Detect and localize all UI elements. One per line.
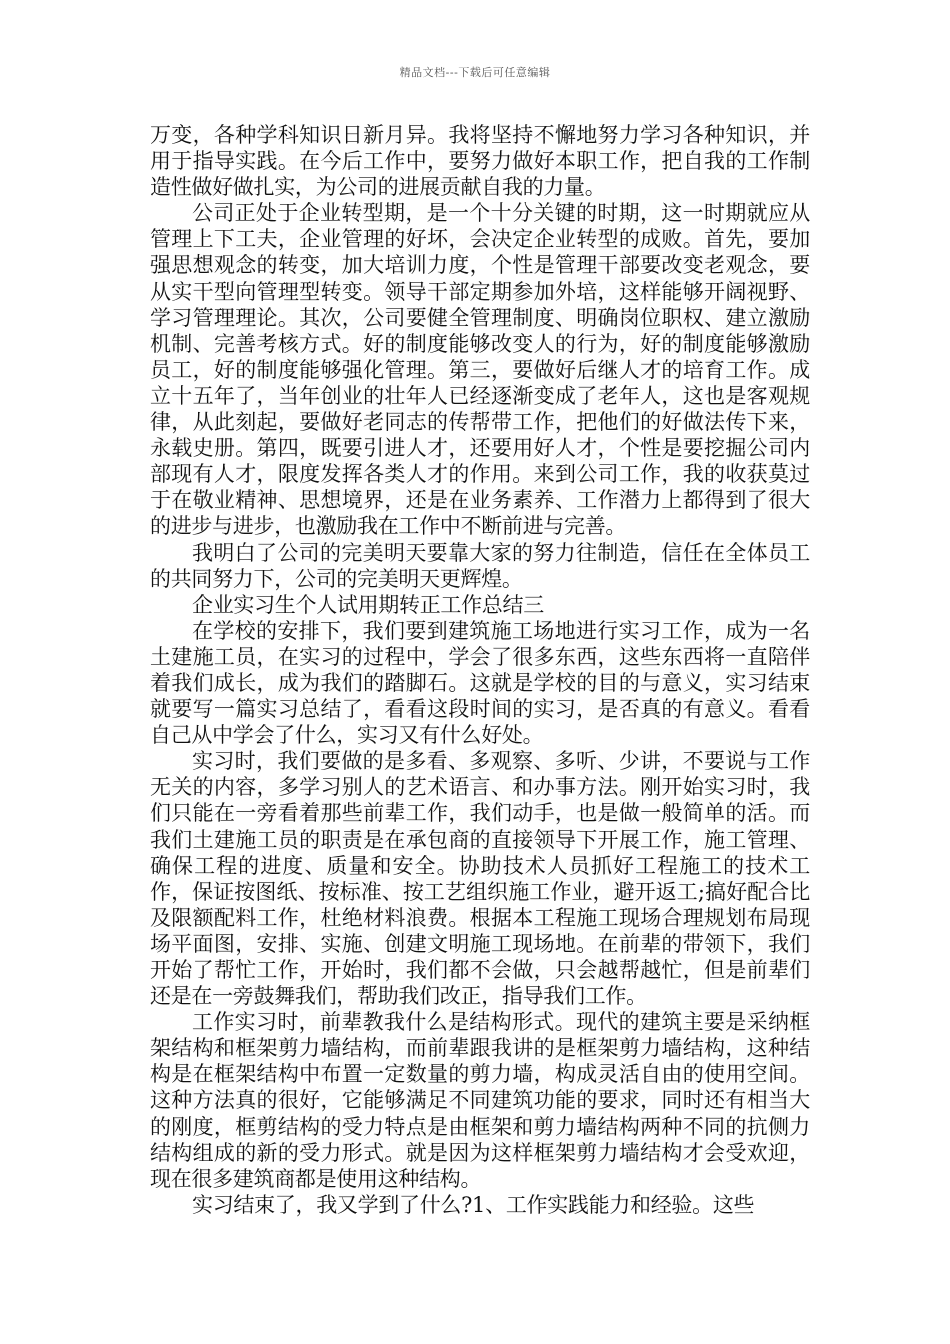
paragraph-8: 实习结束了，我又学到了什么?1、工作实践能力和经验。这些 [192, 1192, 755, 1217]
paragraph-7: 工作实习时，前辈教我什么是结构形式。现代的建筑主要是采纳框架结构和框架剪力墙结构，而前辈跟我讲的是框架剪力墙结构，这种结构是在框架结构中布置一定数量的剪力墙，构成灵活自由的使用空间。这种方法真的很好，它能够满足不同建筑功能的要求，同时还有相当大的刚度，框剪结构的受力特点是由框架和剪力墙结构两种不同的抗侧力结构组成的新的受力形式。就是因为这样框架剪力墙结构才会受欢迎，现在很多建筑商都是使用这种结构。 [150, 1010, 810, 1191]
paragraph-3: 我明白了公司的完美明天要靠大家的努力往制造，信任在全体员工的共同努力下，公司的完美明天更辉煌。 [150, 540, 810, 591]
paragraph-2: 公司正处于企业转型期，是一个十分关键的时期，这一时期就应从管理上下工夫，企业管理的好坏，会决定企业转型的成败。首先，要加强思想观念的转变，加大培训力度，个性是管理干部要改变老观念，要从实干型向管理型转变。领导干部定期参加外培，这样能够开阔视野、学习管理理论。其次，公司要健全管理制度、明确岗位职权、建立激励机制、完善考核方式。好的制度能够改变人的行为，好的制度能够激励员工，好的制度能够强化管理。第三，要做好后继人才的培育工作。成立十五年了，当年创业的壮年人已经逐渐变成了老年人，这也是客观规律，从此刻起，要做好老同志的传帮带工作，把他们的好做法传下来，永载史册。第四，既要引进人才，还要用好人才，个性是要挖掘公司内部现有人才，限度发挥各类人才的作用。来到公司工作，我的收获莫过于在敬业精神、思想境界，还是在业务素养、工作潜力上都得到了很大的进步与进步，也激励我在工作中不断前进与完善。 [150, 201, 810, 539]
page-header: 精品文档---下载后可任意编辑 [399, 66, 551, 79]
paragraph-5: 在学校的安排下，我们要到建筑施工场地进行实习工作，成为一名土建施工员，在实习的过程中，学会了很多东西，这些东西将一直陪伴着我们成长，成为我们的踏脚石。这就是学校的目的与意义，实习结束就要写一篇实习总结了，看看这段时间的实习，是否真的有意义。看看自己从中学会了什么，实习又有什么好处。 [150, 618, 810, 748]
section-heading: 企业实习生个人试用期转正工作总结三 [192, 592, 544, 617]
paragraph-1: 万变，各种学科知识日新月异。我将坚持不懈地努力学习各种知识，并用于指导实践。在今后工作中，要努力做好本职工作，把自我的工作制造性做好做扎实，为公司的进展贡献自我的力量。 [150, 123, 810, 200]
paragraph-6: 实习时，我们要做的是多看、多观察、多听、少讲，不要说与工作无关的内容，多学习别人的艺术语言、和办事方法。刚开始实习时，我们只能在一旁看着那些前辈工作，我们动手，也是做一般简单的活。而我们土建施工员的职责是在承包商的直接领导下开展工作，施工管理、确保工程的进度、质量和安全。协助技术人员抓好工程施工的技术工作，保证按图纸、按标准、按工艺组织施工作业，避开返工;搞好配合比及限额配料工作，杜绝材料浪费。根据本工程施工现场合理规划布局现场平面图，安排、实施、创建文明施工现场地。在前辈的带领下，我们开始了帮忙工作，开始时，我们都不会做，只会越帮越忙，但是前辈们还是在一旁鼓舞我们，帮助我们改正，指导我们工作。 [150, 749, 810, 1009]
document-body [150, 122, 810, 1218]
